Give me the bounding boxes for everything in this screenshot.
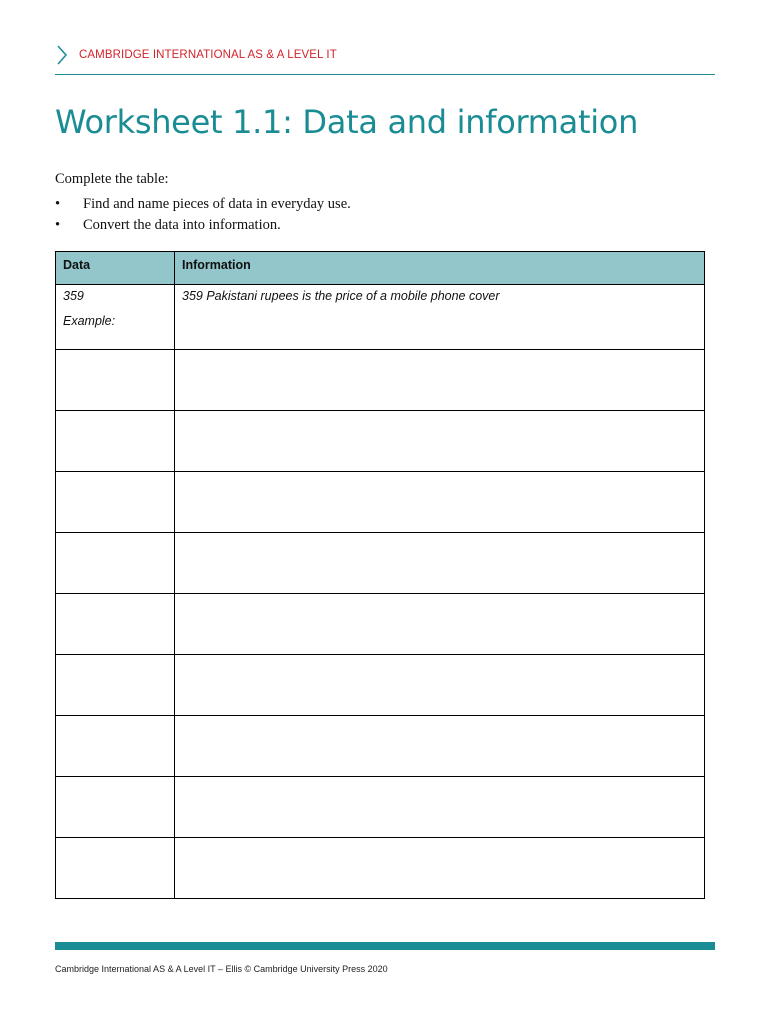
table-row <box>56 411 705 472</box>
data-cell[interactable] <box>56 472 175 533</box>
instructions-list <box>55 195 351 237</box>
column-header-data: Data <box>56 252 175 285</box>
worksheet-title: Worksheet 1.1: Data and information <box>55 103 639 141</box>
table-row <box>56 716 705 777</box>
information-cell[interactable] <box>175 533 705 594</box>
data-cell[interactable] <box>56 838 175 899</box>
information-cell[interactable] <box>175 472 705 533</box>
footer-copyright: Cambridge International AS & A Level IT – Ellis © Cambridge University Press 2020 <box>55 964 388 974</box>
example-row <box>56 285 705 350</box>
table-row <box>56 838 705 899</box>
table-row <box>56 655 705 716</box>
information-cell[interactable] <box>175 838 705 899</box>
instruction-item: • Convert the data into information. <box>55 217 281 233</box>
table-header-row <box>56 252 705 285</box>
table-row <box>56 472 705 533</box>
data-cell[interactable] <box>56 716 175 777</box>
table-row <box>56 777 705 838</box>
chevron-right-icon <box>55 44 69 66</box>
example-value: 359 <box>63 289 84 303</box>
footer-bar <box>55 942 715 950</box>
data-cell[interactable] <box>56 594 175 655</box>
information-cell[interactable] <box>175 716 705 777</box>
header-title: CAMBRIDGE INTERNATIONAL AS & A LEVEL IT <box>79 49 337 61</box>
table-row <box>56 594 705 655</box>
information-cell[interactable] <box>175 350 705 411</box>
example-label: Example: <box>63 314 116 328</box>
data-cell[interactable] <box>56 655 175 716</box>
information-cell[interactable] <box>175 655 705 716</box>
data-cell[interactable] <box>56 777 175 838</box>
table-row <box>56 350 705 411</box>
page-header <box>55 44 715 75</box>
data-cell[interactable] <box>56 411 175 472</box>
bullet-icon: • <box>55 217 61 233</box>
instruction-item: • Find and name pieces of data in everyday use. <box>55 196 351 212</box>
data-cell[interactable] <box>56 350 175 411</box>
example-information-cell: 359 Pakistani rupees is the price of a mobile phone cover <box>175 285 705 350</box>
information-cell[interactable] <box>175 594 705 655</box>
information-cell[interactable] <box>175 411 705 472</box>
data-information-table <box>55 251 705 899</box>
table-row <box>56 533 705 594</box>
column-header-information: Information <box>175 252 705 285</box>
example-data-cell <box>56 285 175 350</box>
bullet-icon: • <box>55 196 61 212</box>
data-cell[interactable] <box>56 533 175 594</box>
information-cell[interactable] <box>175 777 705 838</box>
instructions-intro: Complete the table: <box>55 171 169 187</box>
